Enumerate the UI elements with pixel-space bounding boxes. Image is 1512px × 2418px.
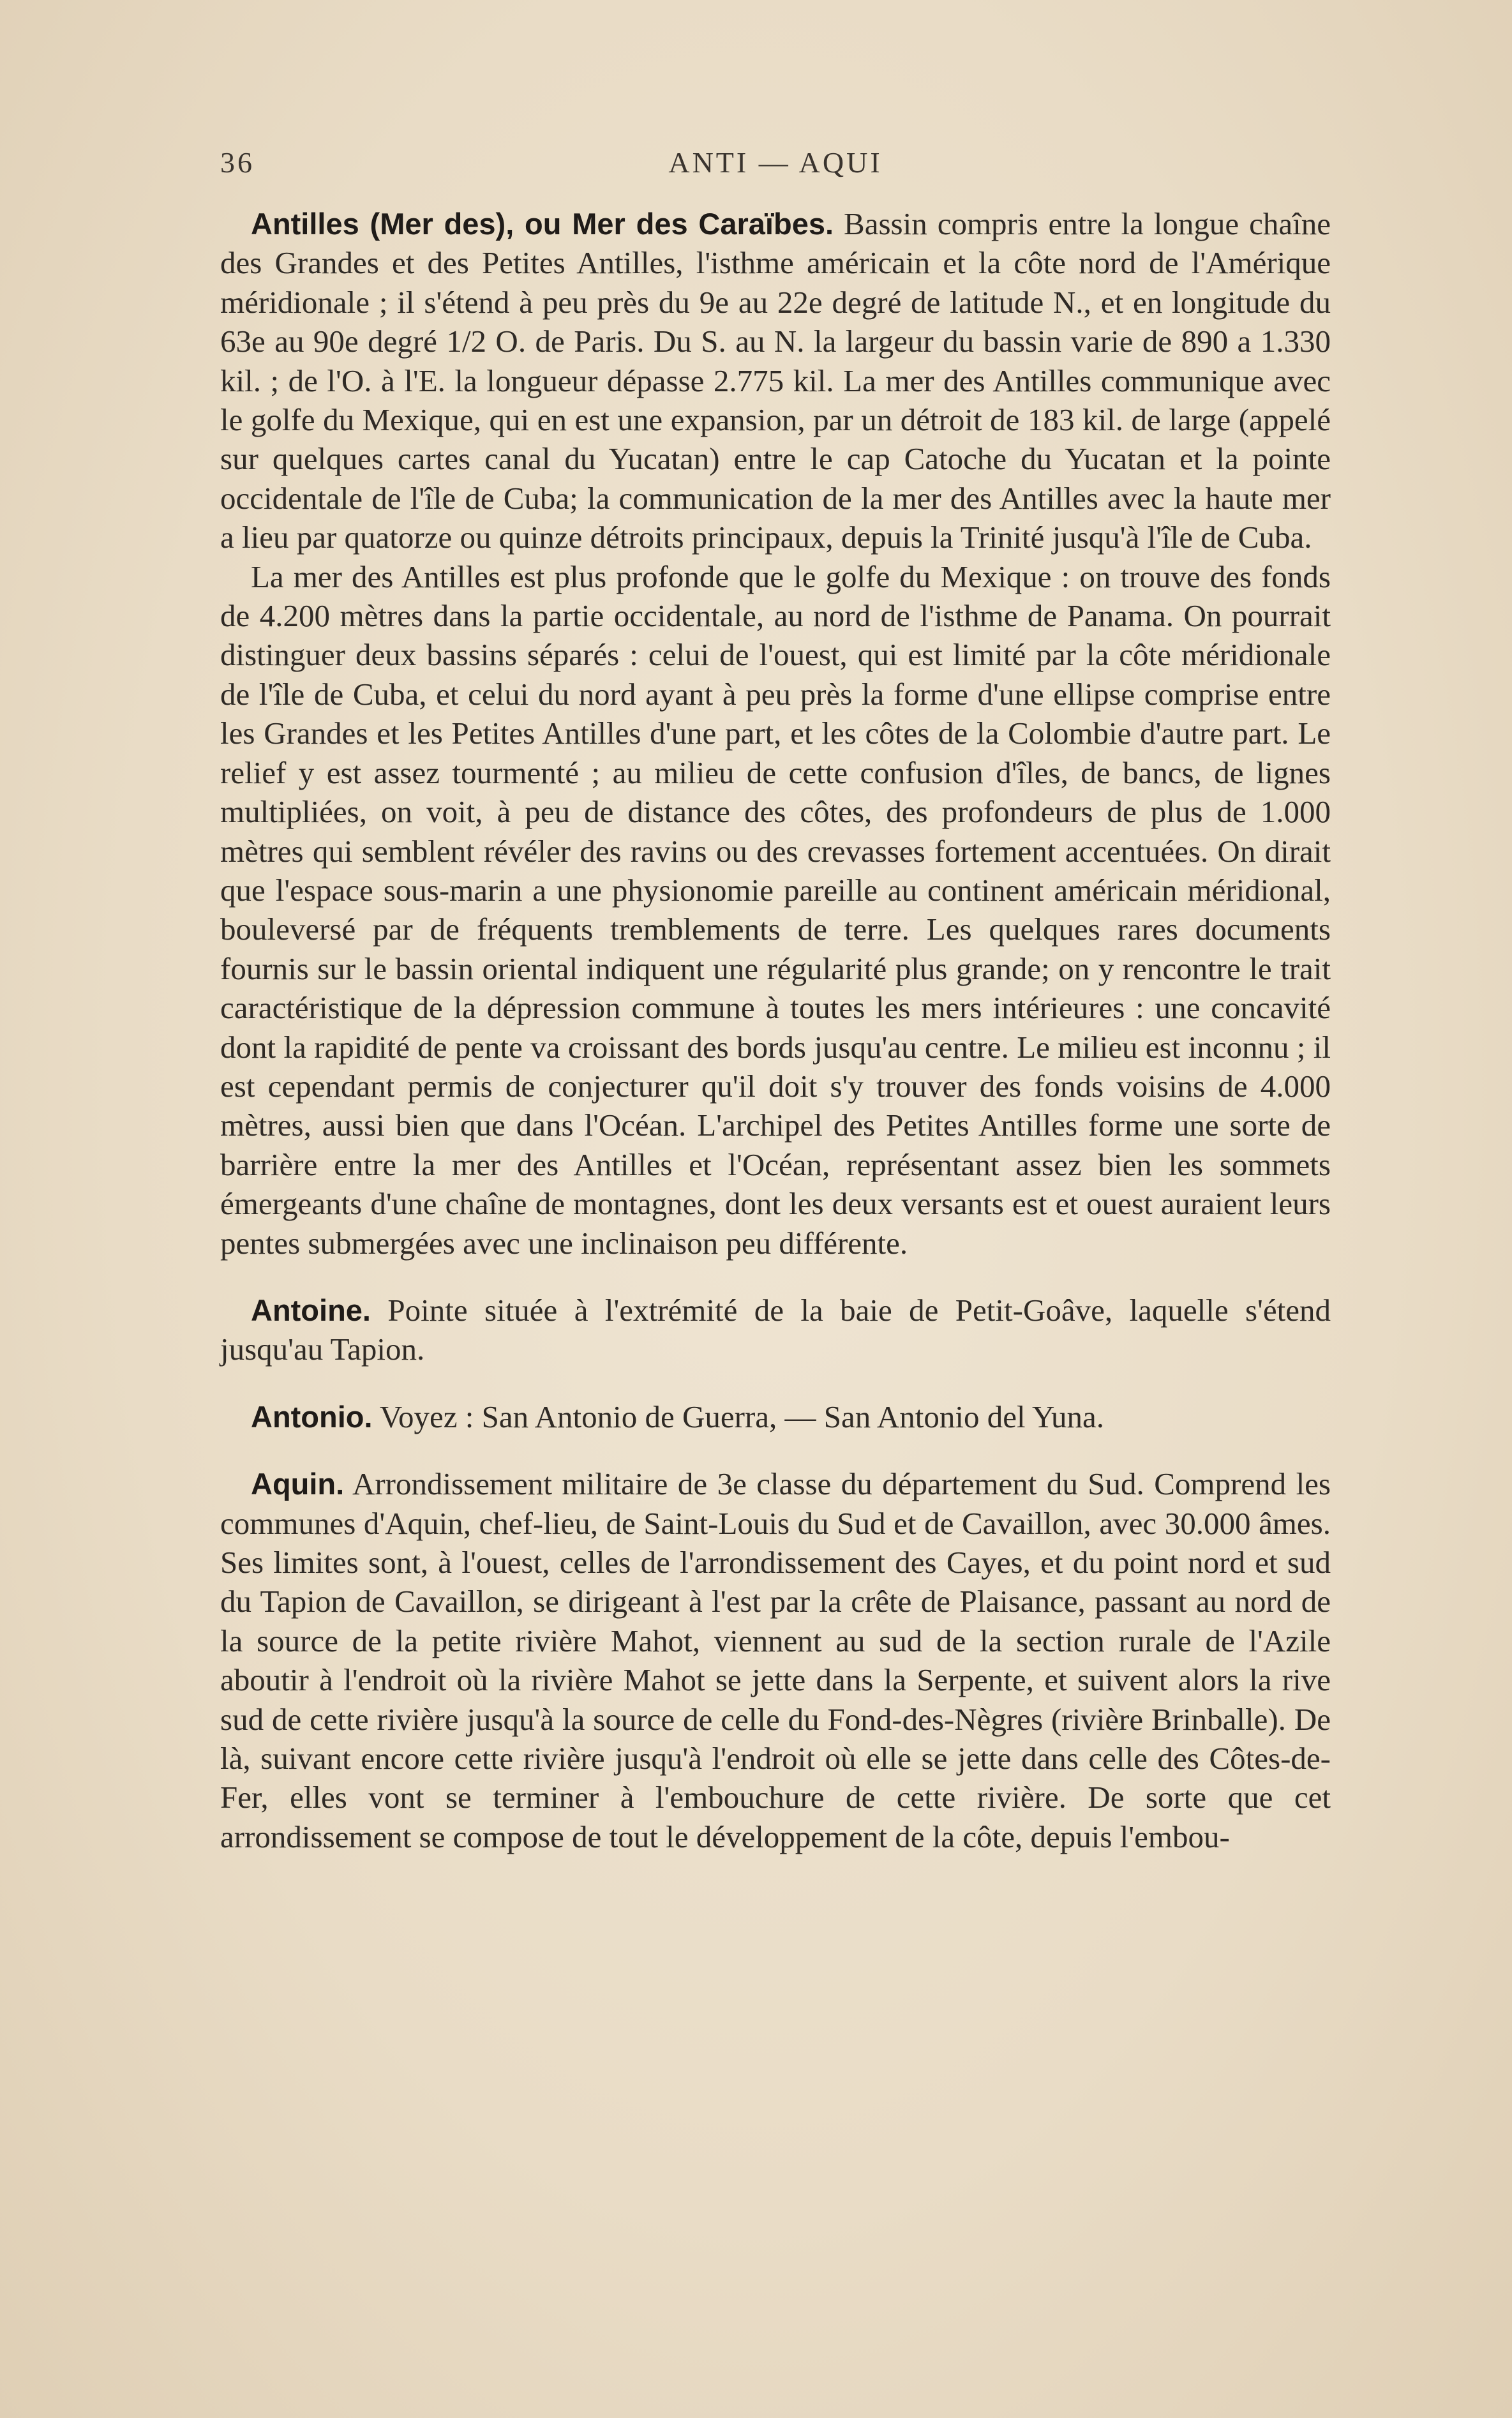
entry-antilles xyxy=(220,204,1331,1263)
paragraph-text: Pointe située à l'extrémité de la baie de Petit-Goâve, laquelle s'étend jusqu'au Tapion. xyxy=(220,1292,1331,1367)
headword: Antonio. xyxy=(251,1399,373,1434)
paragraph: La mer des Antilles est plus profonde que le golfe du Mexique : on trouve des fonds de 4.200 mètres dans la partie occidentale, au nord de l'isthme de Panama. On pourrait distinguer deux bassins séparés : celui de l'ouest, qui est limité par la côte méridionale de l'île de Cuba, et celui du nord ayant à peu près la forme d'une ellipse comprise entre les Grandes et les Petites Antilles d'une part, et les côtes de la Colombie d'autre part. Le relief y est assez tourmenté ; au milieu de cette confusion d'îles, de bancs, de lignes multipliées, on voit, à peu de distance des côtes, des profondeurs de plus de 1.000 mètres qui semblent révéler des ravins ou des crevasses fortement accentuées. On dirait que l'espace sous-marin a une physionomie pareille au continent américain méridional, bouleversé par de fréquents tremblements de terre. Les quelques rares documents fournis sur le bassin oriental indiquent une régularité plus grande; on y rencontre le trait caractéristique de la dépression commune à toutes les mers intérieures : une concavité dont la rapidité de pente va croissant des bords jusqu'au centre. Le milieu est inconnu ; il est cependant permis de conjecturer qu'il doit s'y trouver des fonds voisins de 4.000 mètres, aussi bien que dans l'Océan. L'archipel des Petites Antilles forme une sorte de barrière entre la mer des Antilles et l'Océan, représentant assez bien les sommets émergeants d'une chaîne de montagnes, dont les deux versants est et ouest auraient leurs pentes submergées avec une inclinaison peu différente. xyxy=(220,559,1331,1261)
paragraph-text: Voyez : San Antonio de Guerra, — San Antonio del Yuna. xyxy=(372,1399,1104,1434)
paragraph xyxy=(220,204,1331,557)
paragraph xyxy=(220,1291,1331,1369)
page-number: 36 xyxy=(220,146,255,179)
paragraph-text: Arrondissement militaire de 3e classe du département du Sud. Comprend les communes d'Aquin, chef-lieu, de Saint-Louis du Sud et de Cavaillon, avec 30.000 âmes. Ses limites sont, à l'ouest, celles de l'arrondissement des Cayes, et du point nord et sud du Tapion de Cavaillon, se dirigeant à l'est par la crête de Plaisance, passant au nord de la source de la petite rivière Mahot, viennent au sud de la section rurale de l'Azile aboutir à l'endroit où la rivière Mahot se jette dans la Serpente, et suivent alors la rive sud de cette rivière jusqu'à la source de celle du Fond-des-Nègres (rivière Brinballe). De là, suivant encore cette rivière jusqu'à l'endroit où elle se jette dans celle des Côtes-de-Fer, elles vont se terminer à l'embouchure de cette rivière. De sorte que cet arrondissement se compose de tout le développement de la côte, depuis l'embou- xyxy=(220,1466,1331,1854)
paragraph xyxy=(220,1397,1331,1436)
page-body xyxy=(220,204,1331,1856)
headword: Aquin. xyxy=(251,1467,345,1501)
headword: Antoine. xyxy=(251,1293,371,1327)
running-title: ANTI — AQUI xyxy=(668,146,883,179)
paragraph xyxy=(220,1464,1331,1856)
headword: Antilles (Mer des), ou Mer des Caraïbes. xyxy=(251,207,834,241)
paragraph-text: Bassin compris entre la longue chaîne des Grandes et des Petites Antilles, l'isthme américain et la côte nord de l'Amérique méridionale ; il s'étend à peu près du 9e au 22e degré de latitude N., et en longitude du 63e au 90e degré 1/2 O. de Paris. Du S. au N. la largeur du bassin varie de 890 a 1.330 kil. ; de l'O. à l'E. la longueur dépasse 2.775 kil. La mer des Antilles communique avec le golfe du Mexique, qui en est une expansion, par un détroit de 183 kil. de large (appelé sur quelques cartes canal du Yucatan) entre le cap Catoche du Yucatan et la pointe occidentale de l'île de Cuba; la communication de la mer des Antilles avec la haute mer a lieu par quatorze ou quinze détroits principaux, depuis la Trinité jusqu'à l'île de Cuba. xyxy=(220,206,1331,555)
entry-antoine xyxy=(220,1291,1331,1369)
entry-aquin xyxy=(220,1464,1331,1856)
entry-antonio xyxy=(220,1397,1331,1436)
page-header xyxy=(220,146,1331,190)
